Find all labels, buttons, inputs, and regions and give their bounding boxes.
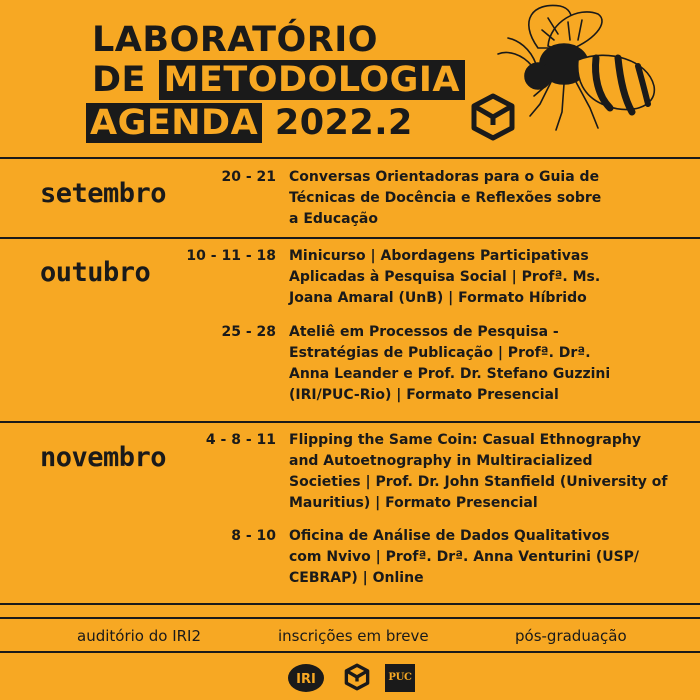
- event-dates: 25 - 28: [221, 324, 276, 340]
- divider-content-footer: [0, 603, 700, 605]
- iri-logo: [286, 662, 326, 694]
- hexagon-logo-icon: [468, 92, 518, 142]
- event-dates: 20 - 21: [221, 169, 276, 185]
- puc-logo: PUC: [385, 664, 415, 692]
- footer-registration: inscrições em breve: [278, 627, 429, 645]
- divider-footer-bottom: [0, 651, 700, 653]
- divider-setembro-outubro: [0, 237, 700, 239]
- event-dates: 10 - 11 - 18: [186, 248, 276, 264]
- event-dates: 4 - 8 - 11: [205, 432, 276, 448]
- divider-footer-top: [0, 617, 700, 619]
- month-setembro: setembro: [40, 178, 167, 209]
- event-description: Oficina de Análise de Dados Qualitativos com Nvivo | Profª. Drª. Anna Venturini (USP/ CEBRAP) | Online: [289, 528, 640, 586]
- title-line-2: [92, 60, 465, 100]
- month-outubro: outubro: [40, 257, 151, 288]
- title-metodologia: METODOLOGIA: [159, 60, 465, 100]
- title-laboratorio: LABORATÓRIO: [92, 20, 378, 60]
- event-description: Conversas Orientadoras para o Guia de Técnicas de Docência e Reflexões sobre a Educação: [289, 169, 602, 227]
- month-novembro: novembro: [40, 442, 167, 473]
- footer-program: pós-graduação: [515, 627, 627, 645]
- event-description: Ateliê em Processos de Pesquisa - Estratégias de Publicação | Profª. Drª. Anna Leander e Prof. Dr. Stefano Guzzini (IRI/PUC-Rio) | Formato Presencial: [289, 324, 611, 403]
- title-year: 2022.2: [274, 103, 413, 143]
- hexagon-logo-icon: [343, 662, 371, 692]
- event-description: Minicurso | Abordagens Participativas Aplicadas à Pesquisa Social | Profª. Ms. Joana Amaral (UnB) | Formato Híbrido: [289, 248, 601, 306]
- title-line-1: [92, 20, 378, 60]
- title-agenda: AGENDA: [86, 103, 262, 143]
- title-line-3: [86, 103, 413, 143]
- footer-location: auditório do IRI2: [77, 627, 202, 645]
- divider-outubro-novembro: [0, 421, 700, 423]
- event-description: Flipping the Same Coin: Casual Ethnography and Autoetnography in Multiracialized Societies | Prof. Dr. John Stanfield (University of Mauritius) | Formato Presencial: [289, 432, 668, 511]
- title-de: DE: [92, 60, 146, 100]
- svg-text:IRI: IRI: [296, 672, 316, 687]
- divider-top: [0, 157, 700, 159]
- event-dates: 8 - 10: [231, 528, 276, 544]
